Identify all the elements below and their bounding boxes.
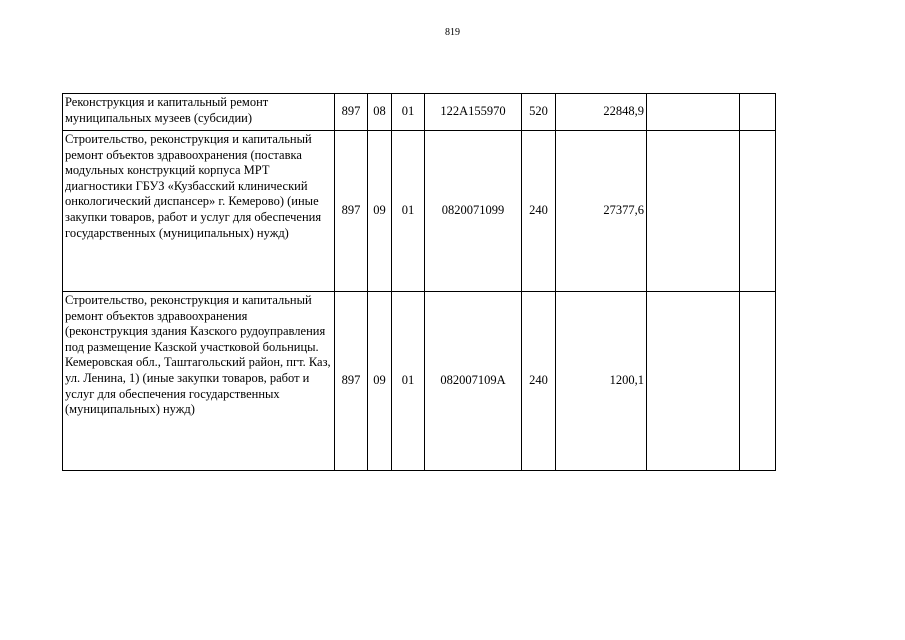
empty-cell — [740, 131, 776, 292]
ministry-code-cell: 897 — [335, 292, 368, 471]
target-article-cell: 122А155970 — [425, 94, 522, 131]
table-row — [63, 131, 776, 292]
expense-type-cell: 240 — [522, 292, 556, 471]
page-number: 819 — [445, 27, 460, 38]
section-code-cell: 08 — [368, 94, 392, 131]
table-row — [63, 94, 776, 131]
empty-cell — [647, 94, 740, 131]
item-name-cell: Реконструкция и капитальный ремонт муниципальных музеев (субсидии) — [63, 94, 335, 131]
target-article-cell: 0820071099 — [425, 131, 522, 292]
ministry-code-cell: 897 — [335, 94, 368, 131]
expense-type-cell: 240 — [522, 131, 556, 292]
amount-cell: 27377,6 — [556, 131, 647, 292]
item-name-cell: Строительство, реконструкция и капитальный ремонт объектов здравоохранения (поставка модульных конструкций корпуса МРТ диагностики ГБУЗ «Кузбасский клинический онкологический диспансер» г. Кемерово) (иные закупки товаров, работ и услуг для обеспечения государственных (муниципальных) нужд) — [63, 131, 335, 292]
empty-cell — [647, 131, 740, 292]
budget-table — [62, 93, 776, 471]
subsection-code-cell: 01 — [392, 292, 425, 471]
empty-cell — [740, 94, 776, 131]
amount-cell: 22848,9 — [556, 94, 647, 131]
amount-cell: 1200,1 — [556, 292, 647, 471]
item-name-cell: Строительство, реконструкция и капитальный ремонт объектов здравоохранения (реконструкция здания Казского рудоуправления под размещение Казской участковой больницы. Кемеровская обл., Таштагольский район, пгт. Каз, ул. Ленина, 1) (иные закупки товаров, работ и услуг для обеспечения государственных (муниципальных) нужд) — [63, 292, 335, 471]
section-code-cell: 09 — [368, 292, 392, 471]
table-row — [63, 292, 776, 471]
expense-type-cell: 520 — [522, 94, 556, 131]
subsection-code-cell: 01 — [392, 131, 425, 292]
empty-cell — [647, 292, 740, 471]
section-code-cell: 09 — [368, 131, 392, 292]
empty-cell — [740, 292, 776, 471]
ministry-code-cell: 897 — [335, 131, 368, 292]
target-article-cell: 082007109А — [425, 292, 522, 471]
subsection-code-cell: 01 — [392, 94, 425, 131]
